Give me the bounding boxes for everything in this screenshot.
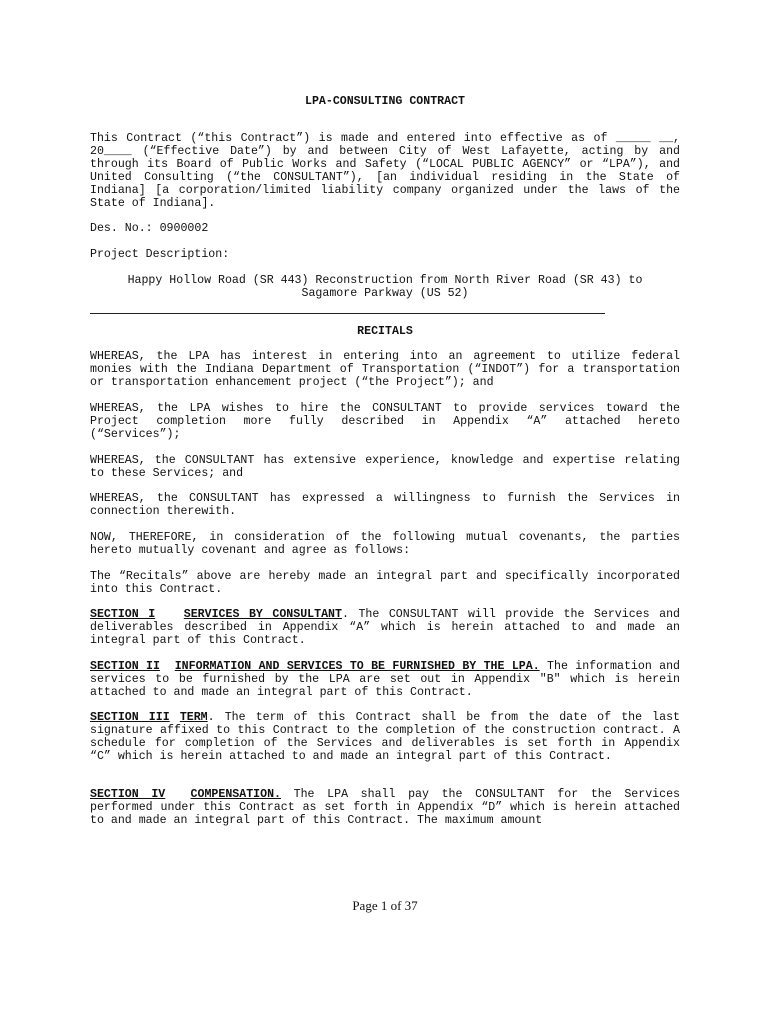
section-4-body: The LPA shall pay the CONSULTANT for the Services performed under this Contract as set forth in Appendix “D” which is herein attached to and made an integral part of this Contract. The maximum amount xyxy=(90,788,680,827)
section-2-paragraph xyxy=(90,660,680,699)
section-2-title: INFORMATION AND SERVICES TO BE FURNISHED BY THE LPA. xyxy=(174,660,540,673)
section-4-paragraph xyxy=(90,788,680,827)
now-therefore-paragraph: NOW, THEREFORE, in consideration of the following mutual covenants, the parties hereto mutually covenant and agree as follows: xyxy=(90,531,680,557)
section-3-paragraph xyxy=(90,711,680,763)
section-1-body: . The CONSULTANT will provide the Services and deliverables described in Appendix “A” which is herein attached to and made an integral part of this Contract. xyxy=(90,608,680,647)
section-4-title: COMPENSATION. xyxy=(190,788,281,801)
whereas-paragraph-4: WHEREAS, the CONSULTANT has expressed a willingness to furnish the Services in connection therewith. xyxy=(90,492,680,518)
separator-line xyxy=(90,313,605,314)
section-1-paragraph xyxy=(90,608,680,647)
project-line-1: Happy Hollow Road (SR 443) Reconstruction from North River Road (SR 43) to xyxy=(127,274,643,287)
section-3-title: TERM xyxy=(179,711,208,724)
section-3-body: . The term of this Contract shall be from the date of the last signature affixed to this Contract to the completion of the construction contract. A schedule for completion of the Services and deliverables is set forth in Appendix “C” which is herein attached to and made an integral part of this Contract. xyxy=(90,711,681,763)
project-description-label: Project Description: xyxy=(90,248,230,261)
intro-paragraph: This Contract (“this Contract”) is made and entered into effective as of _____ __, 20____ (“Effective Date”) by and between City of West Lafayette, acting by and through its Board of Public Works and Safety (“LOCAL PUBLIC AGENCY” or “LPA”), and United Consulting (“the CONSULTANT”), [an individual residing in the State of Indiana] [a corporation/limited liability company organized under the laws of the State of Indiana]. xyxy=(90,132,680,210)
whereas-paragraph-3: WHEREAS, the CONSULTANT has extensive experience, knowledge and expertise relating to these Services; and xyxy=(90,454,680,480)
section-2-body: The information and services to be furnished by the LPA are set out in Appendix "B" which is herein attached to and made an integral part of this Contract. xyxy=(90,660,681,699)
whereas-paragraph-2: WHEREAS, the LPA wishes to hire the CONSULTANT to provide services toward the Project completion more fully described in Appendix “A” attached hereto (“Services”); xyxy=(90,402,680,441)
section-3-number: SECTION III xyxy=(90,711,170,724)
section-4-number: SECTION IV xyxy=(90,788,166,801)
recitals-clause-paragraph: The “Recitals” above are hereby made an integral part and specifically incorporated into this Contract. xyxy=(90,570,680,596)
whereas-paragraph-1: WHEREAS, the LPA has interest in entering into an agreement to utilize federal monies with the Indiana Department of Transportation (“INDOT”) for a transportation or transportation enhancement project (“the Project”); and xyxy=(90,350,680,389)
des-no: Des. No.: 0900002 xyxy=(90,222,209,235)
recitals-heading: RECITALS xyxy=(357,325,413,338)
section-2-number: SECTION II xyxy=(90,660,160,673)
project-line-2: Sagamore Parkway (US 52) xyxy=(301,287,469,300)
document-title: LPA-CONSULTING CONTRACT xyxy=(304,95,466,108)
page-number-footer: Page 1 of 37 xyxy=(352,898,418,913)
section-1-title: SERVICES BY CONSULTANT xyxy=(183,608,342,621)
section-1-number: SECTION I xyxy=(90,608,156,621)
